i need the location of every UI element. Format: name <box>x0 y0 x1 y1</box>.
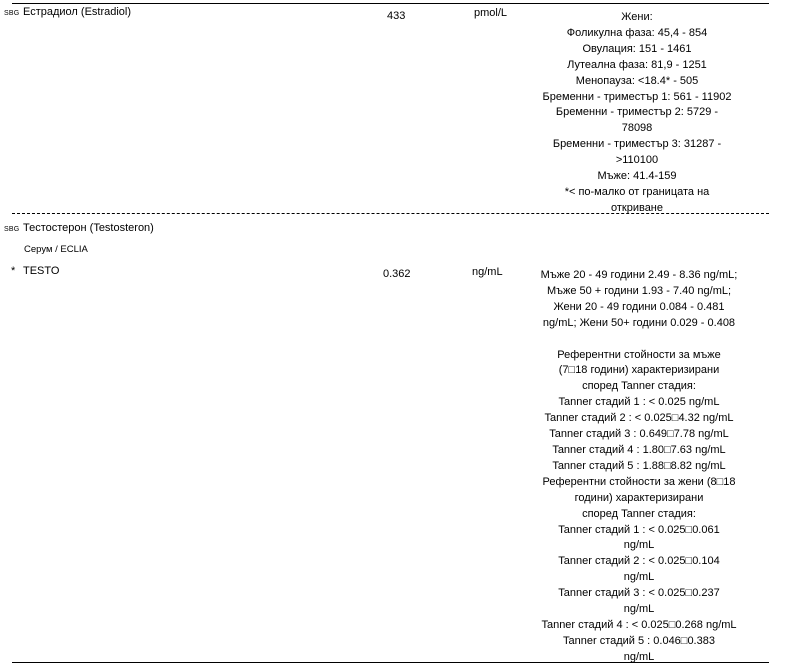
reference-line: (7□18 години) характеризирани <box>558 364 720 377</box>
reference-line: ng/mL <box>623 571 655 584</box>
reference-line: Лутеална фаза: 81,9 - 1251 <box>567 58 707 71</box>
reference-line: Бременни - триместър 1: 561 - 11902 <box>542 90 732 103</box>
reference-line: години) характеризирани <box>574 491 704 504</box>
reference-line: Фоликулна фаза: 45,4 - 854 <box>566 26 708 39</box>
asterisk-marker: * <box>11 265 16 277</box>
reference-line: Tanner стадий 2 : < 0.025□0.104 <box>558 555 720 568</box>
reference-line: Менопауза: <18.4* - 505 <box>575 74 699 87</box>
reference-line: ng/mL <box>623 603 655 616</box>
test-code-testo: TESTO <box>23 265 60 277</box>
method-label: Серум / ECLIA <box>24 244 88 255</box>
reference-line: ng/mL <box>623 650 655 663</box>
reference-line: Tanner стадий 1 : < 0.025□0.061 <box>558 523 720 536</box>
reference-line: Референтни стойности за мъже <box>557 348 721 361</box>
reference-line: Жени: <box>621 11 653 23</box>
reference-range-testosterone <box>530 268 748 666</box>
reference-line: ng/mL; Жени 50+ години 0.029 - 0.408 <box>542 316 736 329</box>
reference-line: Tanner стадий 3 : 0.649□7.78 ng/mL <box>549 428 729 441</box>
top-divider <box>12 3 769 4</box>
reference-line: ng/mL <box>623 539 655 552</box>
test-name-estradiol: Естрадиол (Estradiol) <box>23 6 132 18</box>
bottom-divider <box>12 662 769 663</box>
reference-line: Бременни - триместър 2: 5729 - <box>555 106 719 119</box>
reference-line: Tanner стадий 5 : 0.046□0.383 <box>563 634 715 647</box>
test-name-testosterone: Тестостерон (Testosteron) <box>23 222 154 234</box>
reference-range-estradiol <box>530 10 744 217</box>
reference-line: откриване <box>610 201 664 214</box>
reference-line: според Tanner стадия: <box>582 380 696 393</box>
reference-line: Мъже: 41.4-159 <box>597 170 677 183</box>
reference-line: Овулация: 151 - 1461 <box>582 42 692 55</box>
result-value-testosterone: 0.362 <box>383 268 411 280</box>
reference-line: Жени 20 - 49 години 0.084 - 0.481 <box>553 300 725 313</box>
result-value-estradiol: 433 <box>387 10 406 22</box>
reference-line: Бременни - триместър 3: 31287 - <box>552 138 722 151</box>
reference-line: Tanner стадий 2 : < 0.025□4.32 ng/mL <box>544 412 734 425</box>
reference-line: 78098 <box>621 122 653 135</box>
reference-line: Tanner стадий 4 : 1.80□7.63 ng/mL <box>552 443 726 456</box>
reference-line: Tanner стадий 4 : < 0.025□0.268 ng/mL <box>541 618 737 631</box>
reference-line: Tanner стадий 5 : 1.88□8.82 ng/mL <box>552 459 726 472</box>
reference-line: Мъже 20 - 49 години 2.49 - 8.36 ng/mL; <box>540 269 738 281</box>
reference-line: според Tanner стадия: <box>582 507 696 520</box>
lab-code-testosterone: SBG <box>4 226 20 233</box>
unit-estradiol: pmol/L <box>474 7 508 19</box>
row-divider <box>12 213 769 214</box>
reference-line: Tanner стадий 1 : < 0.025 ng/mL <box>558 396 720 409</box>
reference-line: *< по-малко от границата на <box>564 185 710 198</box>
reference-line: Tanner стадий 3 : < 0.025□0.237 <box>558 587 720 600</box>
reference-line: Мъже 50 + години 1.93 - 7.40 ng/mL; <box>546 284 732 297</box>
reference-line <box>530 332 748 348</box>
unit-testosterone: ng/mL <box>472 266 503 278</box>
lab-code-estradiol: SBG <box>4 10 20 17</box>
reference-line: >110100 <box>615 154 659 167</box>
reference-line: Референтни стойности за жени (8□18 <box>542 475 736 488</box>
